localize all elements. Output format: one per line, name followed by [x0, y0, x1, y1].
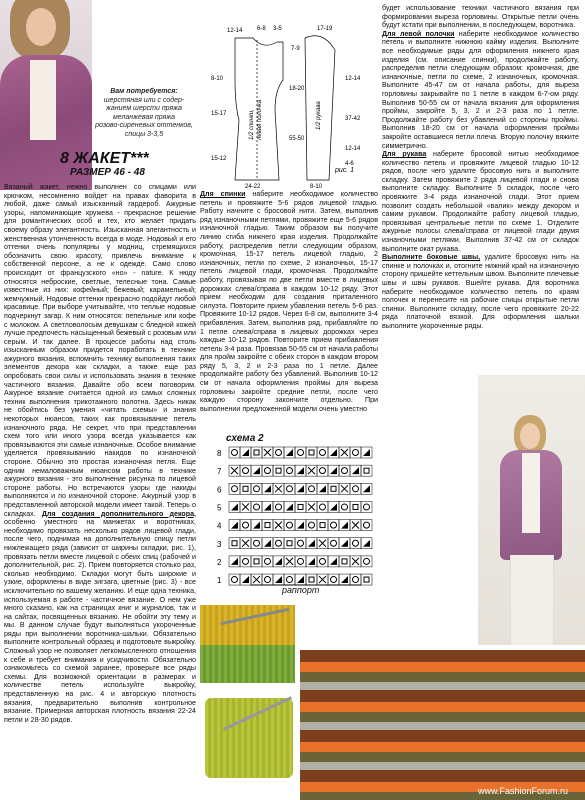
label-back: 1/2 спинки, [249, 109, 255, 140]
chart-cell [361, 520, 372, 531]
stitch-symbol [242, 503, 249, 510]
chart-cell [295, 483, 306, 494]
back-heading: Для спинки [200, 190, 246, 198]
stitch-symbol [353, 486, 359, 492]
article-title [60, 150, 149, 168]
stitch-symbol [352, 522, 359, 529]
stitch-symbol [254, 504, 260, 510]
stitch-symbol [254, 486, 260, 492]
chart-cell [350, 483, 361, 494]
stitch-symbol [265, 468, 271, 474]
row-number: 7 [217, 467, 222, 477]
stitch-symbol [298, 450, 304, 456]
dim-label: 7-9 [291, 46, 300, 52]
chart-cell [361, 483, 372, 494]
stitch-symbol [341, 522, 348, 529]
stitch-symbol [231, 522, 238, 529]
stitch-symbol [231, 467, 238, 474]
dim-label: 6-8 [257, 26, 266, 32]
dim-label: 17-19 [317, 26, 333, 32]
stitch-symbol [276, 540, 282, 546]
chart-cell [229, 538, 240, 549]
chart-cell [328, 483, 339, 494]
chart-cell [317, 447, 328, 458]
stitch-symbol [341, 576, 348, 583]
stitch-symbol [253, 522, 260, 529]
stitch-symbol [286, 449, 293, 456]
chart-cell [240, 483, 251, 494]
stitch-symbol [275, 485, 282, 492]
materials-line: меланжевая пряжа [112, 113, 176, 121]
stitch-symbol [231, 503, 238, 510]
collar-text: будет использование техники частичного вязания при формировании выреза горловины. Открытые петли очень будут кстати при выполнении, в последующем, воротника. [382, 4, 579, 30]
dim-label: 3-5 [273, 26, 282, 32]
chart-cell [361, 501, 372, 512]
intro-text: Вязаный жакет, нежно выполнен со спицами или крючком, несомненно войдет на правах фаворита в любой, даже самый изысканный гардероб. Ажурные узоры, напоминающие кружева - прекрасное решение для романтических особ и тех, кто желает придать своему образу элегантность. Изысканная элегантность и женственная утонченность всегда в моде. Нодовый и его оттенки очень популярны у модниц, стремящихся обозначить свою красоту, привлечь внимание к собственной персоне, а не к одежде. Само слово происходит от французского «но» - nature. К нюду относятся неброские, светлые, телесные тона. Самые известные из них: кофейный; бежевый; карамельный; жемчужный. Нодовые оттенки прекрасно подойдут любой красавице. При выборе учитывайте, что теплые нодовые подчеркнут загар. К ним относятся: пепельные или кофе с молоком. А светловолосым девушкам с бледной кожей лучше предпочесть насыщенный бежевый с розовым или серым. И так далее. В процессе работы над столь изысканным образом придется поработать в технике ажурного вязания, вспомнить технику выполнения таких элементов декора как складки, а также еще раз опробовать свои силы и использовать знания в технике частичного вязания. Давайте обо всем поговорим. Ажурное вязание считается одной из самых сложных техник выполнения трикотажного полотна. Здесь никак не обойтись без умения «читать схемы» и знания некоторых нюансов, таких как провязывание петель изнаночного ряда. Не секрет, что при представлении схем того или иного узора всегда указывается как провязываются эти самые изнаночные. Особое внимание уделяется провязыванию накидов по изнаночной стороне. Обычно это простая изнаночная петля. Еще одним немаловажным нюансом работы в технике ажурного вязания - это выполнение рисунка по лицевой стороне работы. Но встречаются узоры где накиды выполняются и по изнаночной стороне. Ажурный узор в представленной авторской модели имеет такой. Теперь о складках. [4, 183, 196, 518]
stitch-symbol [353, 540, 359, 546]
stitch-symbol [243, 486, 248, 491]
stitch-symbol [297, 485, 304, 492]
stitch-symbol [276, 450, 282, 456]
dim-label: 24-22 [245, 184, 261, 190]
stitch-symbol [232, 577, 238, 583]
stripe-swatch-photo [300, 650, 585, 800]
stitch-symbol [287, 541, 292, 546]
materials-line: шерстяная или с содер- [103, 96, 185, 104]
sleeve-text: наберите бросовой нитью необходимое количество петель и провяжите лицевой гладью 10-12 рядов, после чего удалите бросовую нить и выполните складку. Затем провяжите 2 ряда лицевой глади и снова выполните складку. Выполните 5 складок, после чего провяжите 3-4 ряда изнаночной глади. Этот прием позволит создать небольшой «валик» между декором и самим рукавом. Продолжайте работу лицевой гладью, провязывая центральные петли по схеме 1. Отделите ажурные полосы слева/справа от лицевой глади двумя изнаночными петлями. Выполнив 37-42 см от складок выполните окат рукава. [382, 150, 579, 253]
stitch-symbol [231, 558, 238, 565]
chart-cell [251, 501, 262, 512]
chart-cell [240, 574, 251, 585]
chart-cell [262, 574, 273, 585]
chart-cell [339, 556, 350, 567]
section-heading: Для создания дополнительного декора, [41, 509, 196, 518]
chart-cell [273, 538, 284, 549]
stitch-symbol [308, 467, 315, 474]
chart-cell [306, 574, 317, 585]
chart-cell [317, 520, 328, 531]
chart-cell [295, 447, 306, 458]
stitch-symbol [298, 540, 304, 546]
stitch-symbol [309, 522, 315, 528]
stitch-symbol [242, 449, 249, 456]
stitch-symbol [232, 541, 237, 546]
stitch-symbol [330, 467, 337, 474]
chart-cell [328, 574, 339, 585]
chart-cell [295, 465, 306, 476]
row-number: 1 [217, 576, 222, 586]
text-column-1 [4, 183, 196, 775]
stitch-symbol [253, 576, 260, 583]
stitch-symbol [275, 576, 282, 583]
stitch-symbol [331, 540, 337, 546]
stitch-symbol [264, 485, 271, 492]
stitch-symbol [342, 559, 347, 564]
chart-cell [317, 465, 328, 476]
dim-label: 8-10 [211, 76, 224, 82]
stitch-symbol [264, 540, 271, 547]
stitch-symbol [298, 558, 304, 564]
label-front: левая полочка [257, 99, 263, 140]
section-text: особенно уместного на манжетах и воротниках, необходимо провязать несколько рядов лицевой глади, после чего, поднимая на дополнительную спицу петли нижлежащего ряда (зависит от ширины складки, рис. 1), провязать петли вместе лицевой с обеих спиц (рабочей и дополнительной, рис. 2). Прием повторяется столько раз, сколько необходимо. Складки могут быть широкие и узкие, оформлены в виде зигзага, цветные (рис. 3) - все исключительно по вашему желанию. И еще одна техника, используемая в работе - частичное вязание. О нем уже много сказано, как на страницах книг и журналов, так и на сайтах, посвященных вязанию. Не обойти эту тему и мы. В данном случае будут выполняться укороченные ряды при выполнении воротника-шальки. Обязательно выполните контрольный образец и подготовьте выкройку. Сложный узор не позволяет легкомысленного отношения к себе и требует внимания и усидчивости. Обязательно ознакомьтесь со схемой заранее, проверьте все ряды схемы. Для возможной ориентации в размерах и количестве петель используйте выкройку, представленную на рис. 4 и авторскую плотность вязания, предварительно выполнив контрольное вязание. Примерная авторская плотность вязания 22-24 петли и 28-30 рядов. [4, 518, 196, 724]
stitch-symbol [364, 522, 370, 528]
chart-cell [361, 465, 372, 476]
stitch-symbol [363, 485, 370, 492]
stitch-symbol [254, 540, 260, 546]
chart-cell [317, 501, 328, 512]
chart-cell [262, 520, 273, 531]
chart-cell [284, 538, 295, 549]
stitch-symbol [297, 576, 304, 583]
stitch-symbol [364, 468, 369, 473]
stitch-symbol [242, 540, 249, 547]
stitch-symbol [242, 576, 249, 583]
stitch-symbol [265, 523, 270, 528]
row-number: 3 [217, 539, 222, 549]
materials-line: жанием шерсти пряжа [106, 105, 182, 112]
fig-label: рис. 1 [335, 167, 355, 174]
stitch-symbol [352, 558, 359, 565]
dim-label: 15-17 [211, 111, 227, 117]
stitch-symbol [287, 468, 293, 474]
chart-cell [295, 501, 306, 512]
stitch-symbol [286, 558, 293, 565]
chart-cell [229, 574, 240, 585]
stitch-symbol [264, 503, 271, 510]
stitch-symbol [320, 468, 326, 474]
chart-cell [295, 520, 306, 531]
title-name: ЖАКЕТ*** [73, 150, 149, 167]
stitch-symbol [320, 558, 326, 564]
size-title: РАЗМЕР 46 - 48 [70, 167, 145, 178]
stitch-symbol [253, 467, 260, 474]
chart-cell [306, 447, 317, 458]
front-text: наберите необходимое количество петель и выполните нижнюю кайму изделия. Выполните все необходимые ряды для оформления нижнего края изделия (см. описание спинки), продолжайте работу, распределив петли следующим образом: кромочная, две изнаночные, петли по схеме, 2 изнаночных, кромочная. Выполните 45-47 см от начала работы, для выреза горловины закрывайте по 1 петле в каждом 6-7-ом ряду. Выполнив 50-55 см от начала вязания для оформления проймы, закройте 5, 3, 2 и 2-3 раза по 1 петле. Продолжайте работу без убавлений со стороны проймы. Выполнив 18-20 см от начала оформления проймы закройте оставшиеся петли плеча. Вторую полочку вяжите симметрично. [382, 29, 579, 150]
chart-cell [273, 574, 284, 585]
stitch-symbol [364, 504, 370, 510]
dim-label: 15-12 [211, 156, 227, 162]
dim-label: 8-10 [310, 184, 323, 190]
stitch-symbol [243, 558, 249, 564]
dim-label: 12-14 [227, 28, 243, 34]
chart-cell [306, 483, 317, 494]
stitch-symbol [254, 450, 259, 455]
chart-cell [262, 483, 273, 494]
chart-cell [229, 483, 240, 494]
sleeve-heading: Для рукава [382, 150, 427, 159]
stitch-symbol [232, 450, 238, 456]
dim-label: 55-50 [289, 136, 305, 142]
chart-cell [295, 574, 306, 585]
stitch-symbol [297, 522, 304, 529]
stitch-symbol [275, 558, 282, 565]
stitch-symbol [298, 504, 303, 509]
stitch-symbol [276, 504, 282, 510]
rapport-label: раппорт [282, 585, 320, 595]
stitch-symbol [254, 559, 259, 564]
chart-cell [350, 574, 361, 585]
label-sleeve: 1/2 рукава [316, 101, 322, 130]
stitch-symbol [265, 558, 271, 564]
chart-cell [361, 556, 372, 567]
chart-cell [295, 538, 306, 549]
chart-cell [284, 574, 295, 585]
watermark: www.FashionForum.ru [478, 786, 569, 796]
stitch-symbol [319, 485, 326, 492]
stitch-symbol [308, 558, 315, 565]
row-number: 4 [217, 521, 222, 531]
model-face [26, 8, 56, 46]
stitch-symbol [330, 558, 337, 565]
stitch-symbol [363, 540, 370, 547]
row-number: 6 [217, 485, 222, 495]
stitch-symbol [319, 540, 326, 547]
text-column-3 [382, 4, 579, 374]
stitch-symbol [352, 467, 359, 474]
stitch-symbol [331, 577, 337, 583]
chart-cell [328, 465, 339, 476]
stitch-symbol [320, 504, 326, 510]
stitch-symbol [309, 450, 314, 455]
dim-label: 12-14 [345, 146, 361, 152]
chart-cell [240, 520, 251, 531]
stitch-symbol [342, 468, 348, 474]
seams-heading: Выполните боковые швы, [382, 253, 481, 262]
stitch-symbol [330, 503, 337, 510]
model-photo-full [478, 375, 585, 645]
dim-label: 12-14 [345, 76, 361, 82]
chart-cell [262, 465, 273, 476]
chart-cell [284, 465, 295, 476]
chart-cell [262, 556, 273, 567]
stitch-symbol [319, 576, 326, 583]
model-top [522, 453, 540, 533]
stitch-symbol [264, 449, 271, 456]
model-face [520, 423, 540, 449]
chart-cell [306, 520, 317, 531]
stitch-symbol [353, 577, 359, 583]
stitch-symbol [364, 558, 370, 564]
chart-cell [328, 538, 339, 549]
text-column-2 [200, 190, 378, 420]
chart-cell [317, 556, 328, 567]
seams-text: удалите бросовую нить на спинке и полочках и, отогните нижний край на изнаночную сторону пришейте кеттельным швом. Выполните плечевые швы и швы рукавов. Вшейте рукава. Для воротника наберите необходимое количество петель по краям полочек и перенесите на рабочие спицы открытые петли спинки. Выполните складку, после чего провяжите 20-22 ряда платочной вязкой. Для оформления шальки выполните укороченные ряды. [382, 253, 579, 330]
fold-photo-2 [200, 688, 295, 788]
stitch-symbol [276, 468, 281, 473]
materials-line: спицы 3-3,5 [124, 130, 164, 138]
chart-cell [350, 465, 361, 476]
stitch-symbol [308, 503, 315, 510]
chart-cell [251, 465, 262, 476]
stitch-symbol [287, 486, 293, 492]
chart-cell [273, 501, 284, 512]
scheme-title: схема 2 [226, 433, 264, 444]
chart-cell [273, 465, 284, 476]
dim-label: 18-20 [289, 86, 305, 92]
chart-cell [339, 465, 350, 476]
stitch-symbol [243, 468, 249, 474]
chart-cell [251, 538, 262, 549]
stitch-symbol [353, 450, 359, 456]
row-number: 2 [217, 557, 222, 567]
stitch-symbol [297, 467, 304, 474]
dim-label: 4-6 [345, 161, 354, 167]
chart-cell [284, 520, 295, 531]
model-pants [510, 555, 554, 645]
stitch-symbol [363, 449, 370, 456]
materials-header: Вам потребуется: [110, 88, 178, 95]
chart-cell [339, 501, 350, 512]
dim-label: 37-42 [345, 116, 361, 122]
chart-cell [251, 483, 262, 494]
stitch-symbol [353, 504, 358, 509]
stitch-symbol [320, 450, 326, 456]
stitch-symbol [309, 577, 314, 582]
front-heading: Для левой полочки [382, 29, 455, 38]
stitch-symbol [232, 486, 238, 492]
chart-cell [229, 447, 240, 458]
chart-cell [350, 447, 361, 458]
stitch-symbol [342, 504, 348, 510]
stitch-symbol [341, 449, 348, 456]
stitch-symbol [341, 485, 348, 492]
chart-cell [251, 447, 262, 458]
stitch-symbol [265, 577, 271, 583]
chart-cell [350, 538, 361, 549]
chart-cell [251, 556, 262, 567]
chart-cell [361, 574, 372, 585]
stitch-symbol [308, 540, 315, 547]
chart-cell [284, 483, 295, 494]
chart-cell [328, 520, 339, 531]
chart-cell [273, 447, 284, 458]
pattern-schematic [205, 20, 370, 190]
chart-cell [229, 520, 240, 531]
stitch-symbol [331, 486, 336, 491]
chart-cell [251, 520, 262, 531]
chart-cell [339, 520, 350, 531]
stitch-symbol [287, 577, 293, 583]
stitch-symbol [287, 522, 293, 528]
chart-cell [240, 465, 251, 476]
materials-line: розово-сиреневых оттенков, [95, 122, 193, 129]
chart-cell [240, 556, 251, 567]
stitch-symbol [309, 486, 315, 492]
stitch-symbol [364, 577, 369, 582]
stitch-symbol [320, 523, 325, 528]
back-text: наберите необходимое количество петель и провяжите 5-6 рядов лицевой гладью. Работу начните с бросовой нити. Затем, выполнив ряд изнаночными петлями, провяжите еще 5-6 рядов изнаночной гладью. Таким образом вы получите линию сгиба нижнего края изделия. Продолжайте работу, распределив петли следующим образом, кромочная, 15-17 петель лицевой гладью, 2 изнаночных, петли по схеме, 2 изнаночных, 15-17 петель лицевой глади, кромочная. Продолжайте работу, провязывая по две петли вместе в лицевых дорожках слева/справа в каждом 10-12 ряду. Этот прием необходим для создания приталенного силуэта. Повторите прием убавления петель 5-6 раз. Провяжите 10-12 рядов. Через 6-8 см, выполните 3-4 прибавления. Затем, выполнив ряд, прибавляйте по 1 петле слева/справа в лицевых дорожках через каждые 10-12 рядов. Повторите прием прибавления петель 3-4 раза. Провязав 50-55 см от начала работы для пройм закройте с обеих сторон в каждом втором ряду 5, 3, 2 и 2-3 раза по 1 петле. Далее продолжайте работу без убавлений. Выполнив 10-12 см от начала оформления проймы для выреза горловины закройте средние петли, после чего каждую сторону закончите отдельно. При выполнении предложенной модели очень уместно [200, 190, 378, 413]
stitch-symbol [286, 503, 293, 510]
title-number: 8 [60, 150, 69, 167]
chart-cell [350, 501, 361, 512]
chart-cell [339, 574, 350, 585]
chart-cell [317, 483, 328, 494]
row-number: 8 [217, 449, 222, 458]
chart-cell [295, 556, 306, 567]
stitch-symbol [331, 522, 337, 528]
model-top [30, 60, 56, 140]
stitch-symbol [243, 522, 249, 528]
stitch-symbol [275, 522, 282, 529]
stitch-chart [215, 445, 385, 595]
row-number: 5 [217, 503, 222, 513]
fold-photo-1 [200, 605, 295, 683]
stitch-symbol [341, 540, 348, 547]
stitch-symbol [330, 449, 337, 456]
materials-block [95, 88, 193, 139]
